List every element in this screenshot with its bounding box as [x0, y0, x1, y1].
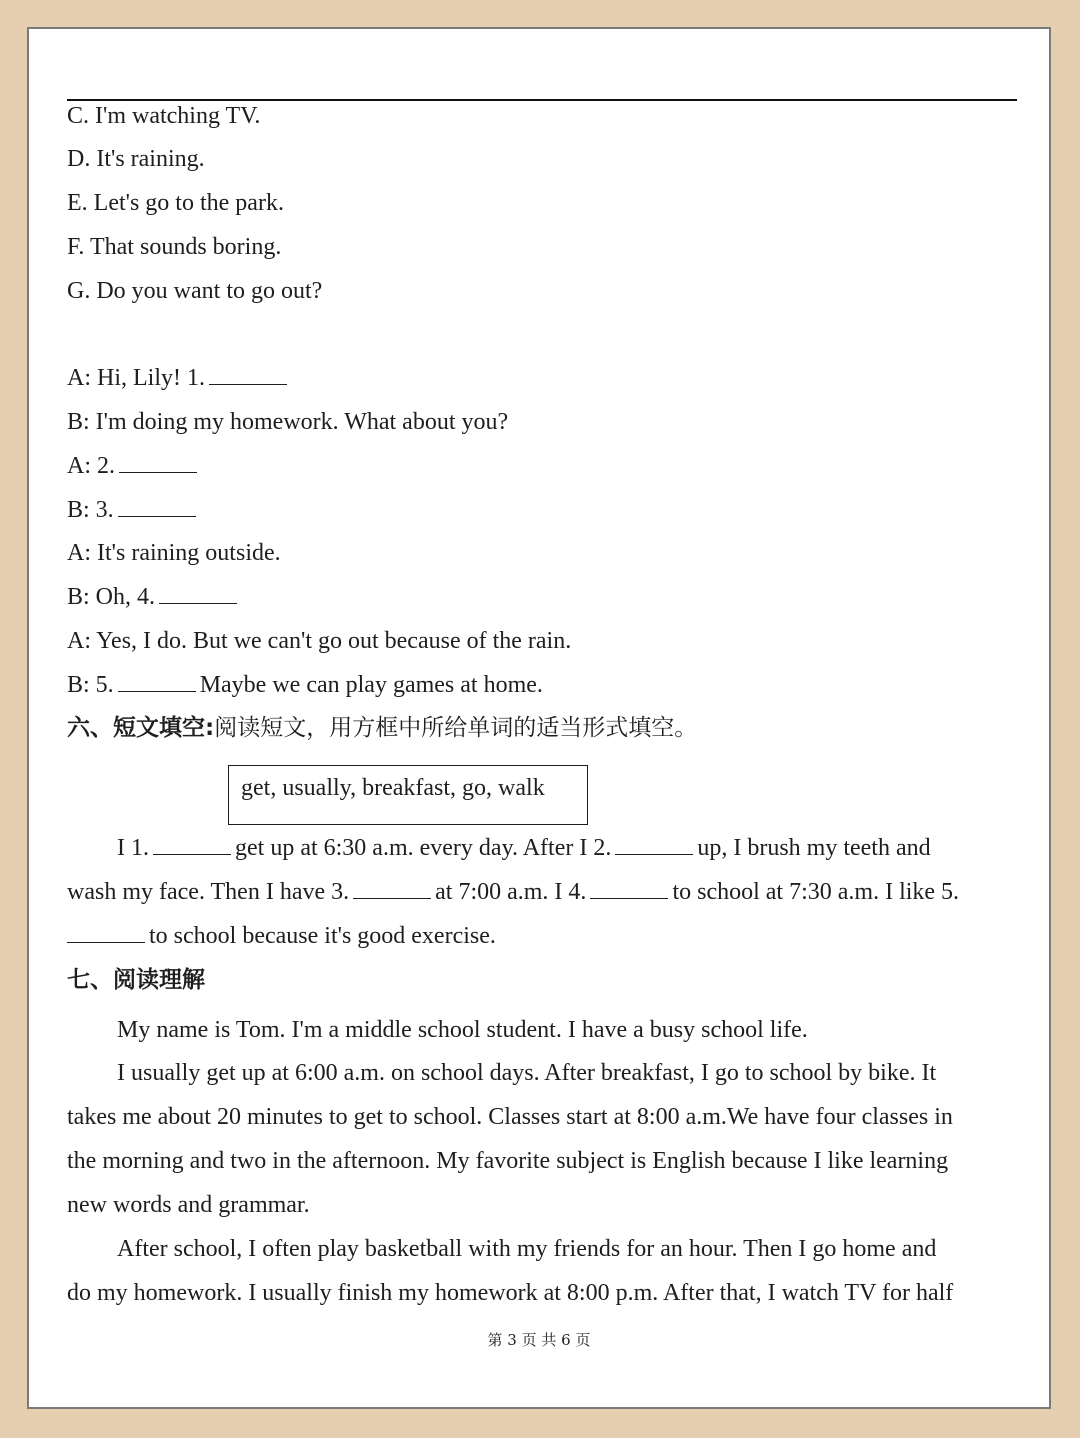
section-7-heading — [67, 965, 205, 995]
page-number-footer: 第 3 页 共 6 页 — [487, 1331, 591, 1349]
passage-text-2b: at 7:00 a.m. I 4. — [435, 879, 587, 905]
dialogue-line-8-text: B: 5. — [67, 672, 114, 698]
reading-line-2: I usually get up at 6:00 a.m. on school days. After breakfast, I go to school by bike. It — [117, 1060, 937, 1086]
passage-text-2c: to school at 7:30 a.m. I like 5. — [672, 879, 960, 905]
reading-line-4: the morning and two in the afternoon. My favorite subject is English because I like learning — [67, 1148, 949, 1174]
dialogue-line-3-text: A: 2. — [67, 453, 115, 479]
option-e: E. Let's go to the park. — [67, 190, 284, 216]
section-6-title: 六、短文填空: — [67, 715, 215, 741]
reading-line-7: do my homework. I usually finish my homework at 8:00 p.m. After that, I watch TV for half — [67, 1280, 954, 1306]
fill-blank-3[interactable] — [353, 878, 431, 899]
passage-text-2a: wash my face. Then I have 3. — [67, 879, 350, 905]
dialogue-line-4 — [67, 495, 200, 525]
word-box — [228, 765, 588, 825]
dialogue-line-8 — [67, 670, 543, 700]
dialogue-line-8-suffix: Maybe we can play games at home. — [199, 672, 543, 698]
passage-text-1a: I 1. — [117, 835, 149, 861]
option-f: F. That sounds boring. — [67, 234, 282, 260]
passage-line-2 — [67, 877, 959, 907]
fill-blank-2[interactable] — [615, 834, 693, 855]
answer-blank-2[interactable] — [119, 452, 197, 473]
passage-text-3: to school because it's good exercise. — [149, 923, 496, 949]
reading-line-5: new words and grammar. — [67, 1192, 310, 1218]
reading-line-1: My name is Tom. I'm a middle school student. I have a busy school life. — [117, 1017, 808, 1043]
dialogue-line-1-text: A: Hi, Lily! 1. — [67, 365, 205, 391]
fill-blank-1[interactable] — [153, 834, 231, 855]
fill-blank-5[interactable] — [67, 922, 145, 943]
passage-line-1 — [117, 833, 931, 863]
section-7-title: 七、阅读理解 — [67, 967, 205, 993]
answer-blank-3[interactable] — [118, 496, 196, 517]
option-g: G. Do you want to go out? — [67, 278, 323, 304]
answer-blank-5[interactable] — [118, 671, 196, 692]
section-6-instruction: 阅读短文，用方框中所给单词的适当形式填空。 — [214, 715, 698, 741]
dialogue-line-7: A: Yes, I do. But we can't go out because of the rain. — [67, 628, 572, 654]
dialogue-line-6-text: B: Oh, 4. — [67, 584, 156, 610]
passage-line-3 — [67, 921, 496, 951]
document-page — [27, 27, 1051, 1409]
dialogue-line-5: A: It's raining outside. — [67, 540, 281, 566]
word-box-text: get, usually, breakfast, go, walk — [241, 775, 545, 801]
dialogue-line-6 — [67, 582, 241, 612]
dialogue-line-1 — [67, 363, 291, 393]
fill-blank-4[interactable] — [590, 878, 668, 899]
reading-line-3: takes me about 20 minutes to get to school. Classes start at 8:00 a.m.We have four classes in — [67, 1104, 953, 1130]
passage-text-1b: get up at 6:30 a.m. every day. After I 2. — [235, 835, 612, 861]
dialogue-line-4-text: B: 3. — [67, 497, 114, 523]
option-d: D. It's raining. — [67, 146, 205, 172]
option-c: C. I'm watching TV. — [67, 103, 261, 129]
passage-text-1c: up, I brush my teeth and — [697, 835, 931, 861]
dialogue-line-2: B: I'm doing my homework. What about you? — [67, 409, 509, 435]
answer-blank-1[interactable] — [209, 364, 287, 385]
dialogue-line-3 — [67, 451, 201, 481]
reading-line-6: After school, I often play basketball with my friends for an hour. Then I go home and — [117, 1236, 937, 1262]
answer-blank-4[interactable] — [159, 583, 237, 604]
section-6-heading — [67, 713, 697, 743]
